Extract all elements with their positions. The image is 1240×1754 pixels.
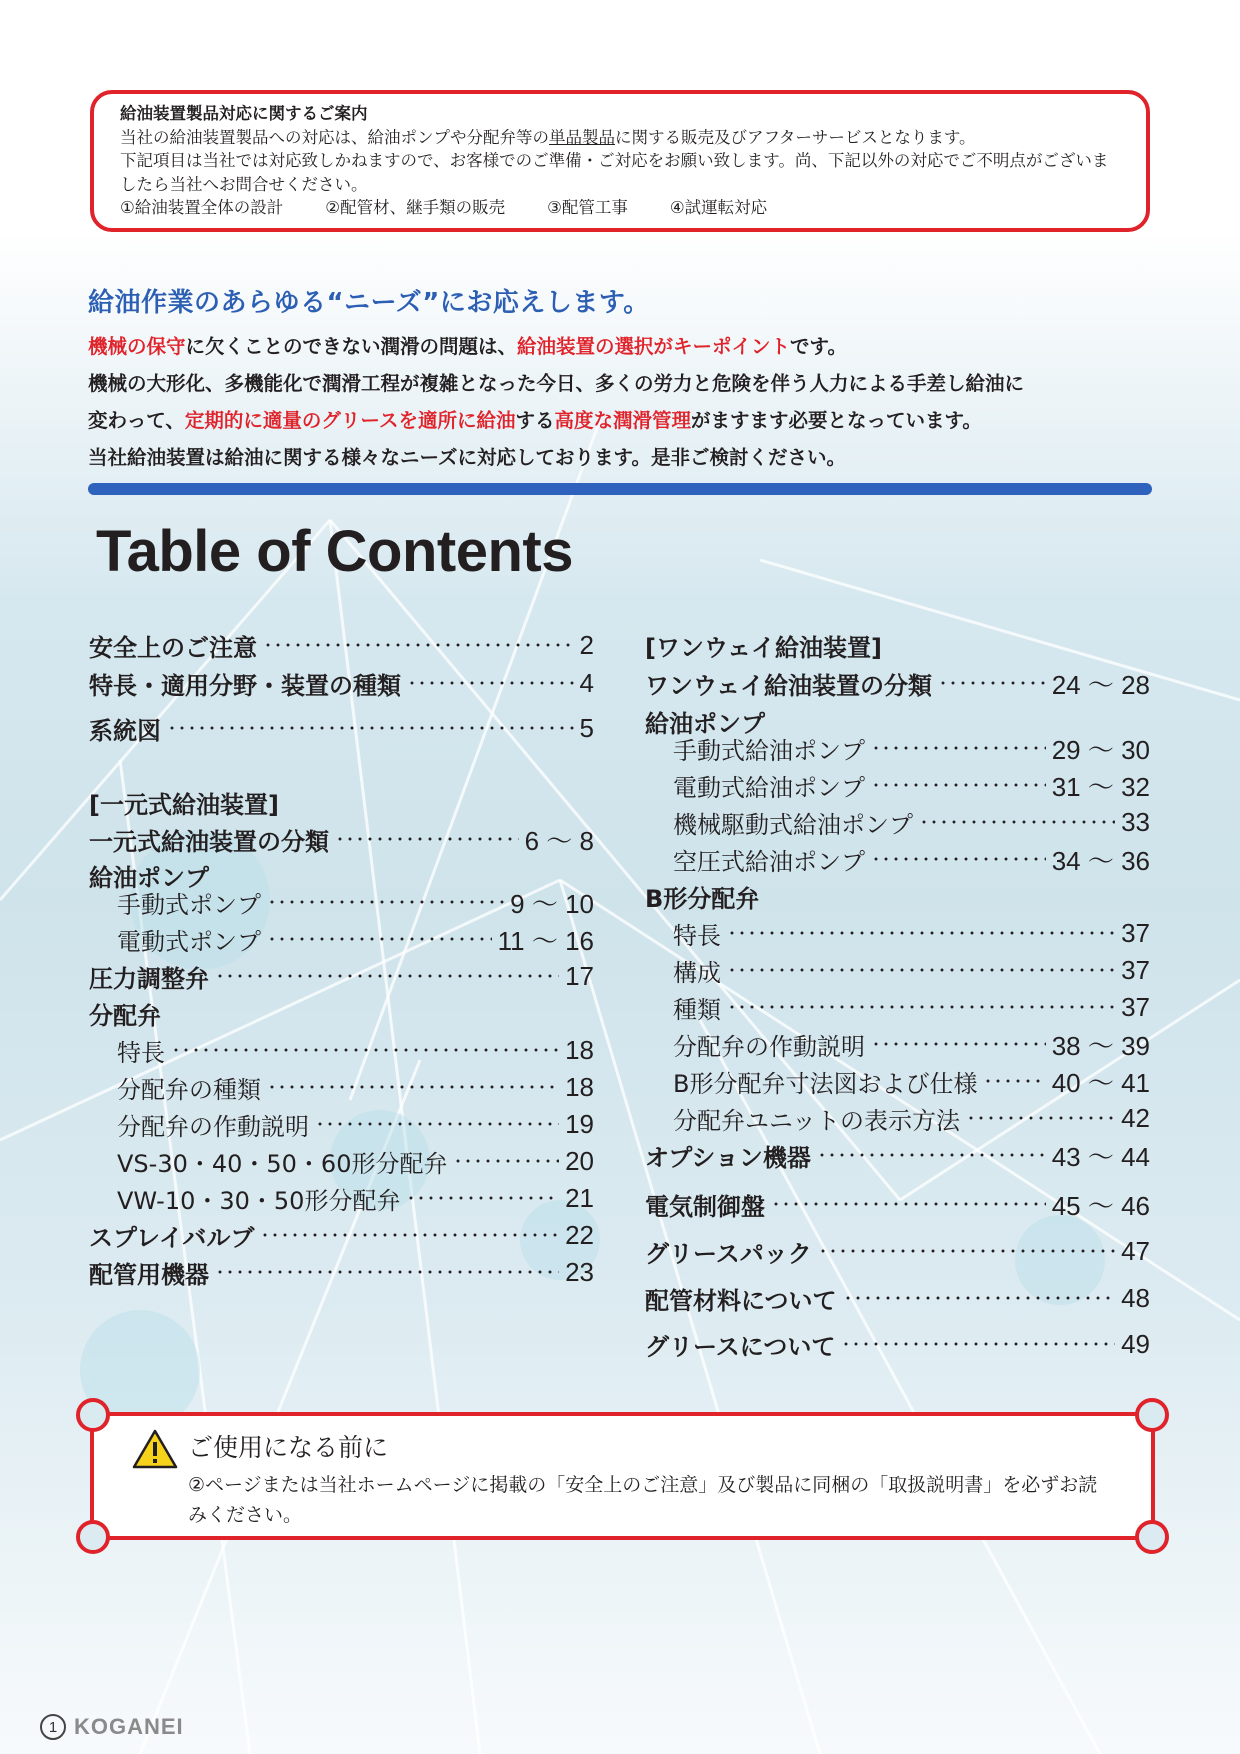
intro-text-part: 変わって、: [88, 409, 185, 432]
toc-entry[interactable]: [645, 1281, 1150, 1315]
toc-page: 24 ～ 28: [1051, 669, 1150, 700]
intro-line-3: [88, 402, 1148, 439]
notice-item: ②配管材、継手類の販売: [325, 198, 506, 217]
toc-label: 特長: [673, 921, 721, 950]
leader-dots: [267, 1083, 559, 1091]
toc-label: 一元式給油装置の分類: [89, 827, 329, 856]
intro-line-2: 機械の大形化、多機能化で潤滑工程が複雑となった今日、多くの労力と危険を伴う人力による手差し給油に: [88, 372, 1025, 395]
toc-page: 37: [1121, 991, 1150, 1022]
caution-body: ②ページまたは当社ホームページに掲載の「安全上のご注意」及び製品に同梱の「取扱説明書」を必ずお読みください。: [188, 1474, 1098, 1526]
toc-entry[interactable]: [89, 1218, 594, 1252]
intro-text-part: です。: [790, 335, 847, 358]
leader-dots: [727, 966, 1115, 974]
leader-dots: [167, 724, 574, 732]
section-divider: [88, 483, 1152, 495]
leader-dots: [260, 1231, 559, 1239]
leader-dots: [771, 1200, 1046, 1208]
toc-label: VW-10・30・50形分配弁: [117, 1186, 401, 1215]
toc-section-heading: [645, 628, 1150, 662]
toc-entry[interactable]: [89, 666, 594, 700]
toc-entry[interactable]: [89, 885, 594, 919]
toc-label: 安全上のご注意: [89, 633, 257, 662]
notice-underlined-text: 単品製品: [549, 127, 615, 147]
toc-entry[interactable]: [645, 842, 1150, 876]
toc-entry[interactable]: [645, 1234, 1150, 1268]
intro-line-4: 当社給油装置は給油に関する様々なニーズに対応しております。是非ご検討ください。: [88, 446, 846, 469]
leader-dots: [871, 781, 1046, 789]
highlight-text: 機械の保守: [88, 335, 186, 358]
toc-page: 48: [1121, 1282, 1150, 1313]
leader-dots: [407, 679, 574, 687]
intro-headline: 給油作業のあらゆる“ニーズ”にお応えします。: [88, 288, 650, 318]
toc-label: B形分配弁: [645, 884, 760, 913]
leader-dots: [267, 898, 504, 906]
toc-entry[interactable]: [89, 1255, 594, 1289]
notice-title: 給油装置製品対応に関するご案内: [120, 104, 368, 123]
toc-label: 分配弁ユニットの表示方法: [673, 1106, 961, 1135]
notice-item: ①給油装置全体の設計: [120, 198, 284, 217]
intro-text-part: に欠くことのできない潤滑の問題は、: [185, 335, 518, 358]
leader-dots: [215, 972, 559, 980]
leader-dots: [727, 1003, 1115, 1011]
toc-page: 19: [565, 1108, 594, 1139]
toc-label: 配管材料について: [645, 1286, 837, 1315]
leader-dots: [171, 1046, 559, 1054]
toc-label: 系統図: [89, 716, 161, 745]
toc-label: B形分配弁寸法図および仕様: [673, 1069, 978, 1098]
toc-entry[interactable]: [89, 711, 594, 745]
notice-text: に関する販売及びアフターサービスとなります。: [615, 127, 976, 147]
toc-page: 37: [1121, 917, 1150, 948]
toc-label: グリースについて: [645, 1332, 836, 1361]
intro-text: [88, 328, 1148, 476]
toc-entry[interactable]: [89, 1144, 594, 1178]
toc-label: 圧力調整弁: [89, 964, 209, 993]
corner-decoration: [76, 1520, 110, 1554]
warning-icon: [132, 1428, 178, 1470]
toc-page: 18: [565, 1034, 594, 1065]
toc-label: 分配弁の作動説明: [673, 1032, 865, 1061]
toc-page: 18: [565, 1071, 594, 1102]
caution-title: ご使用になる前に: [188, 1433, 389, 1462]
toc-page: 31 ～ 32: [1051, 771, 1150, 802]
leader-dots: [817, 1151, 1046, 1159]
intro-text-part: がますます必要となっています。: [690, 409, 982, 432]
toc-label: 分配弁の種類: [117, 1075, 261, 1104]
leader-dots: [983, 1077, 1045, 1085]
toc-page: 20: [565, 1145, 594, 1176]
toc-label: 特長: [117, 1038, 165, 1067]
toc-group-heading: [645, 879, 1150, 913]
page-number: 1: [40, 1714, 66, 1740]
leader-dots: [871, 855, 1046, 863]
toc-entry[interactable]: [645, 666, 1150, 700]
toc-label: スプレイバルブ: [89, 1223, 255, 1252]
notice-text: 当社の給油装置製品への対応は、給油ポンプや分配弁等の: [120, 127, 549, 147]
toc-page: 40 ～ 41: [1051, 1067, 1150, 1098]
toc-entry[interactable]: [645, 1101, 1150, 1135]
toc-entry[interactable]: [89, 628, 594, 662]
toc-entry[interactable]: [645, 1187, 1150, 1221]
notice-line-2: 下記項目は当社では対応致しかねますので、お客様でのご準備・ご対応をお願い致します。尚、下記以外の対応でご不明点がございま: [120, 151, 1109, 170]
toc-label: ワンウェイ給油装置の分類: [645, 671, 933, 700]
toc-label: VS-30・40・50・60形分配弁: [117, 1149, 448, 1178]
toc-page: 34 ～ 36: [1051, 845, 1150, 876]
notice-line-3: したら当社へお問合せください。: [120, 174, 368, 194]
toc-page: 33: [1121, 806, 1150, 837]
toc-label: [一元式給油装置]: [89, 790, 279, 819]
leader-dots: [938, 679, 1046, 687]
toc-page: 37: [1121, 954, 1150, 985]
leader-dots: [453, 1157, 559, 1165]
notice-items: [120, 196, 1120, 220]
toc-entry[interactable]: [645, 1027, 1150, 1061]
leader-dots: [818, 1247, 1115, 1255]
leader-dots: [215, 1268, 559, 1276]
toc-label: オプション機器: [645, 1143, 811, 1172]
toc-label: 電動式給油ポンプ: [673, 773, 865, 802]
toc-entry[interactable]: [645, 990, 1150, 1024]
toc-page: 42: [1121, 1102, 1150, 1133]
leader-dots: [966, 1114, 1115, 1122]
notice-item: ④試運転対応: [669, 198, 768, 217]
toc-page: 5: [579, 712, 594, 743]
toc-entry[interactable]: [89, 1107, 594, 1141]
brand-logo: KOGANEI: [74, 1714, 184, 1739]
toc-title: Table of Contents: [96, 519, 573, 584]
toc-section-heading: [89, 785, 594, 819]
toc-label: 機械駆動式給油ポンプ: [673, 810, 913, 839]
leader-dots: [315, 1120, 559, 1128]
toc-label: 給油ポンプ: [645, 709, 765, 738]
toc-page: 43 ～ 44: [1051, 1141, 1150, 1172]
toc-page: 21: [565, 1182, 594, 1213]
toc-entry[interactable]: [645, 768, 1150, 802]
page-footer: [40, 1714, 184, 1740]
toc-page: 47: [1121, 1235, 1150, 1266]
leader-dots: [727, 929, 1115, 937]
toc-page: 23: [565, 1256, 594, 1287]
toc-entry[interactable]: [645, 805, 1150, 839]
toc-label: 構成: [673, 958, 721, 987]
toc-page: 45 ～ 46: [1051, 1190, 1150, 1221]
highlight-text: 給油装置の選択がキーポイント: [517, 335, 791, 358]
intro-line-1: [88, 328, 1148, 365]
toc-entry[interactable]: [645, 953, 1150, 987]
leader-dots: [843, 1294, 1116, 1302]
toc-entry[interactable]: [89, 1033, 594, 1067]
toc-entry[interactable]: [645, 731, 1150, 765]
notice-line-1: [120, 126, 1120, 150]
leader-dots: [267, 935, 492, 943]
toc-entry[interactable]: [645, 1064, 1150, 1098]
toc-label: [ワンウェイ給油装置]: [645, 633, 882, 662]
caution-box: [90, 1412, 1155, 1540]
toc-label: 種類: [673, 995, 721, 1024]
toc-page: 11 ～ 16: [497, 925, 594, 956]
toc-label: グリースパック: [645, 1239, 812, 1268]
toc-page: 6 ～ 8: [524, 825, 594, 856]
toc-label: 分配弁の作動説明: [117, 1112, 309, 1141]
leader-dots: [871, 1040, 1046, 1048]
leader-dots: [919, 818, 1115, 826]
leader-dots: [841, 1340, 1115, 1348]
toc-page: 29 ～ 30: [1051, 734, 1150, 765]
toc-page: 38 ～ 39: [1051, 1030, 1150, 1061]
toc-entry[interactable]: [89, 922, 594, 956]
toc-entry[interactable]: [645, 1138, 1150, 1172]
toc-page: 2: [579, 629, 594, 660]
toc-entry[interactable]: [645, 1327, 1150, 1361]
toc-label: 電動式ポンプ: [117, 927, 261, 956]
toc-label: 手動式給油ポンプ: [673, 736, 865, 765]
toc-entry[interactable]: [89, 1070, 594, 1104]
toc-label: 特長・適用分野・装置の種類: [89, 671, 401, 700]
leader-dots: [406, 1194, 559, 1202]
notice-item: ③配管工事: [547, 198, 628, 217]
toc-page: 22: [565, 1219, 594, 1250]
leader-dots: [263, 641, 574, 649]
toc-label: 給油ポンプ: [89, 863, 209, 892]
corner-decoration: [1135, 1520, 1169, 1554]
toc-label: 空圧式給油ポンプ: [673, 847, 865, 876]
intro-text-part: する: [515, 409, 555, 432]
toc-entry[interactable]: [89, 822, 594, 856]
toc-entry[interactable]: [89, 1181, 594, 1215]
toc-page: 17: [565, 960, 594, 991]
toc-label: 電気制御盤: [645, 1192, 765, 1221]
toc-label: 配管用機器: [89, 1260, 209, 1289]
leader-dots: [871, 744, 1046, 752]
highlight-text: 定期的に適量のグリースを適所に給油: [184, 409, 516, 432]
highlight-text: 高度な潤滑管理: [554, 409, 691, 432]
toc-page: 4: [579, 667, 594, 698]
toc-entry[interactable]: [89, 959, 594, 993]
service-notice-box: [90, 90, 1150, 232]
toc-label: 手動式ポンプ: [117, 890, 261, 919]
toc-group-heading: [89, 996, 594, 1030]
toc-page: 9 ～ 10: [510, 888, 594, 919]
toc-label: 分配弁: [89, 1001, 161, 1030]
toc-entry[interactable]: [645, 916, 1150, 950]
toc-page: 49: [1121, 1328, 1150, 1359]
leader-dots: [335, 835, 519, 843]
